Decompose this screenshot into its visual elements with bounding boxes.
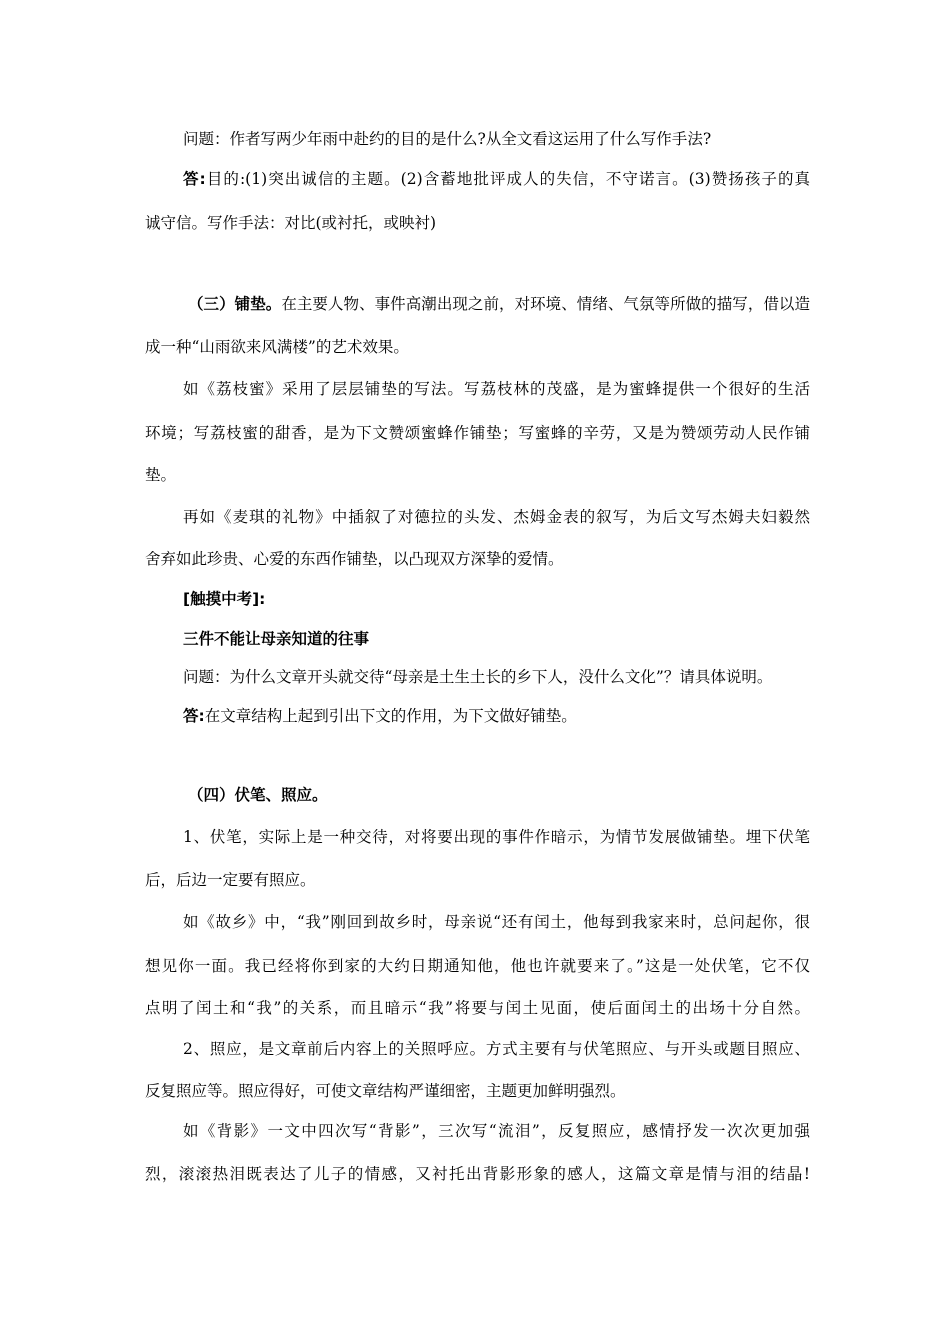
paragraph-line: 1、伏笔，实际上是一种交待，对将要出现的事件作暗示，为情节发展做铺垫。埋下伏笔 — [183, 828, 810, 846]
section-3-heading: （三）铺垫。 — [188, 295, 282, 313]
answer-label: 答: — [183, 707, 205, 725]
article-title: 三件不能让母亲知道的往事 — [183, 630, 370, 648]
paragraph-line: 想见你一面。我已经将你到家的大约日期通知他，他也许就要来了。”这是一处伏笔，它不仅 — [145, 957, 810, 975]
answer-text: 目的:(1)突出诚信的主题。(2)含蓄地批评成人的失信，不守诺言。(3)赞扬孩子的真 — [205, 170, 810, 188]
paragraph-line: 点明了闰土和“我”的关系，而且暗示“我”将要与闰土见面，使后面闰土的出场十分自然。 — [145, 999, 810, 1017]
paragraph-line: 环境；写荔枝蜜的甜香，是为下文赞颂蜜蜂作铺垫；写蜜蜂的辛劳，又是为赞颂劳动人民作铺 — [145, 424, 810, 442]
answer-line — [183, 705, 810, 727]
paragraph-line: 如《荔枝蜜》采用了层层铺垫的写法。写荔枝林的茂盛，是为蜜蜂提供一个很好的生活 — [183, 380, 810, 398]
paragraph-line: 后，后边一定要有照应。 — [145, 871, 316, 889]
section-3-definition: 在主要人物、事件高潮出现之前，对环境、情绪、气氛等所做的描写，借以造 — [281, 295, 810, 313]
answer-text: 在文章结构上起到引出下文的作用，为下文做好铺垫。 — [204, 707, 577, 725]
section-3-intro — [188, 293, 810, 315]
section-4-heading: （四）伏笔、照应。 — [188, 786, 328, 804]
question-text: 问题：作者写两少年雨中赴约的目的是什么?从全文看这运用了什么写作手法? — [183, 130, 712, 148]
paragraph-line: 烈，滚滚热泪既表达了儿子的情感，又衬托出背影形象的感人，这篇文章是情与泪的结晶! — [145, 1165, 810, 1183]
paragraph-line: 舍弃如此珍贵、心爱的东西作铺垫，以凸现双方深挚的爱情。 — [145, 550, 564, 568]
answer-line — [183, 168, 810, 190]
paragraph-line: 如《背影》一文中四次写“背影”，三次写“流泪”，反复照应，感情抒发一次次更加强 — [183, 1122, 810, 1140]
paragraph-line: 垫。 — [145, 466, 177, 484]
paragraph-line: 反复照应等。照应得好，可使文章结构严谨细密，主题更加鲜明强烈。 — [145, 1082, 626, 1100]
answer-label: 答: — [183, 170, 206, 188]
answer-continuation: 诚守信。写作手法：对比(或衬托，或映衬) — [145, 214, 437, 232]
paragraph-line: 2、照应，是文章前后内容上的关照呼应。方式主要有与伏笔照应、与开头或题目照应、 — [183, 1040, 810, 1058]
paragraph-line: 再如《麦琪的礼物》中插叙了对德拉的头发、杰姆金表的叙写，为后文写杰姆夫妇毅然 — [183, 508, 810, 526]
question-text: 问题：为什么文章开头就交待“母亲是土生土长的乡下人，没什么文化”？请具体说明。 — [183, 668, 773, 686]
touch-exam-label: [触摸中考]: — [183, 590, 266, 608]
paragraph-line: 如《故乡》中，“我”刚回到故乡时，母亲说“还有闰土，他每到我家来时，总问起你，很 — [183, 913, 810, 931]
paragraph-line: 成一种“山雨欲来风满楼”的艺术效果。 — [145, 338, 409, 356]
